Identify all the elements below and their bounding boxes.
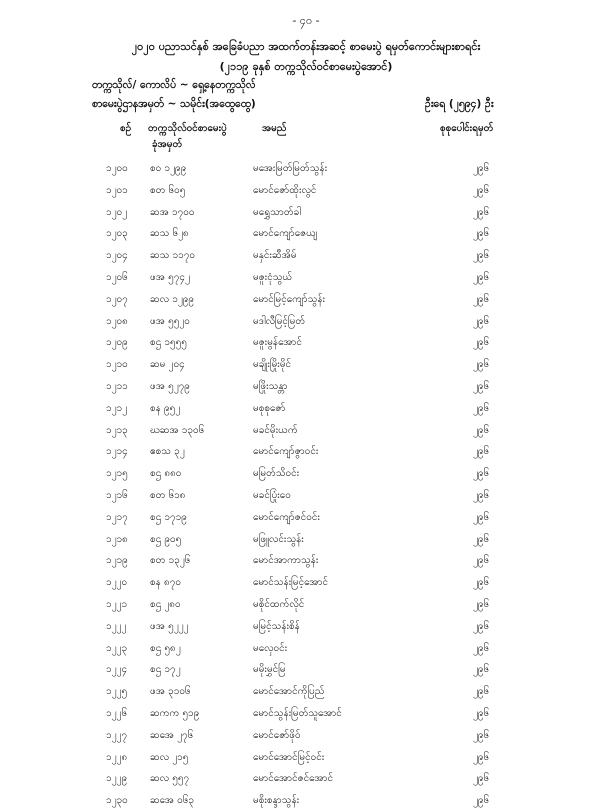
roll-number: ဖအ ၅၂၂၂ (150, 620, 189, 632)
total-score: ၂၉၆ (473, 664, 490, 676)
student-name: မောင်ကျော်ဇင်ဝင်း (253, 511, 320, 523)
student-name: မစိုင်ထက်လိုင် (253, 598, 305, 610)
total-score: ၂၉၆ (473, 773, 490, 785)
table-row (0, 549, 612, 571)
row-number: ၁၂၂၄ (106, 664, 128, 676)
row-number: ၁၂၀၉ (106, 337, 128, 349)
column-header-name: အမည် (262, 123, 287, 134)
student-name: မောင်ကျော်ဇေယျ (253, 228, 318, 240)
row-number: ၁၂၂၁ (106, 598, 128, 610)
row-number: ၁၂၀၄ (106, 250, 128, 262)
row-number: ၁၂၀၆ (106, 271, 128, 283)
student-name: မခင်မိုးယက် (253, 424, 298, 436)
row-number: ၁၂၀၂ (106, 206, 128, 218)
total-score: ၂၉၆ (473, 446, 490, 458)
total-score: ၂၉၆ (473, 424, 490, 436)
column-header-roll: တက္ကသိုလ်ဝင်စာမေးပွဲ (148, 123, 227, 134)
row-number: ၁၂၂၉ (106, 773, 128, 785)
table-row (0, 397, 612, 419)
student-name: မစုစုဇော် (253, 402, 286, 414)
student-name: မချိုးမြိုးမိုင် (253, 359, 292, 371)
roll-number: ဖအ ၃၁၀၆ (150, 686, 191, 698)
roll-number: ဆသ ၆၂၈ (150, 228, 189, 240)
roll-number: စဌ ၉၀၅ (150, 533, 182, 545)
row-number: ၁၂၁၁ (106, 380, 128, 392)
row-number: ၁၂၂၈ (106, 751, 128, 763)
roll-number: စဌ ၁၅၅၅ (150, 337, 187, 349)
student-name: မောင်ကျော်ဇွာဝင်း (253, 446, 319, 458)
total-score: ၂၉၆ (473, 228, 490, 240)
total-score: ၂၉၆ (473, 707, 490, 719)
total-score: ၂၉၆ (473, 468, 490, 480)
table-row (0, 288, 612, 310)
student-name: မဖြူလင်းသွန်း (253, 533, 304, 545)
total-score: ၂၉၆ (473, 555, 490, 567)
total-score: ၂၉၆ (473, 184, 490, 196)
table-row (0, 506, 612, 528)
count-line: ဦးရေ (၂၅၉၄) ဦး (425, 98, 494, 110)
roll-number: စန ၈၇၀ (150, 577, 181, 589)
table-row (0, 310, 612, 332)
student-name: မစိုးစန္ဒာသွန်း (253, 795, 300, 807)
row-number: ၁၂၂၆ (106, 707, 128, 719)
table-row (0, 789, 612, 811)
table-row (0, 746, 612, 768)
student-name: မဇူးငုံသွယ် (253, 271, 293, 283)
table-row (0, 767, 612, 789)
row-number: ၁၂၁၀ (106, 359, 128, 371)
roll-number: စဝ ၁၂၉၉ (150, 163, 187, 174)
table-row (0, 680, 612, 702)
roll-number: စတ ၁၃၂၆ (150, 555, 191, 567)
row-number: ၁၂၀၀ (106, 163, 128, 174)
student-name: မောင်အောင်မြင့်ဝင်း (253, 751, 325, 763)
roll-number: ဆမ ၂၀၄ (150, 359, 185, 371)
total-score: ၂၉၆ (473, 293, 490, 305)
student-name: မဒါလီမြင့်မြတ် (253, 315, 306, 327)
table-row (0, 157, 612, 179)
roll-number: ဖအ ၅၂၇၉ (150, 380, 190, 392)
student-name: မောင်အောင်ကိုပြည် (253, 686, 325, 698)
student-name: မောင်သန်းမြင့်အောင် (253, 577, 328, 589)
roll-number: စတ ၆၁၈ (150, 489, 186, 501)
total-score: ၂၉၆ (473, 206, 490, 218)
table-row (0, 528, 612, 550)
total-score: ၂၉၆ (473, 795, 490, 807)
roll-number: ဆအေ ၂၇၆ (150, 729, 194, 741)
table-row (0, 702, 612, 724)
table-row (0, 222, 612, 244)
table-row (0, 724, 612, 746)
student-name: မောင်ဇော်ဖိုဝ် (253, 729, 301, 741)
total-score: ၂၉၆ (473, 163, 490, 174)
row-number: ၁၂၂၀ (106, 577, 128, 589)
total-score: ၂၉၆ (473, 620, 490, 632)
student-name: မောင်ဇော်ထိုးလွင် (253, 184, 317, 196)
total-score: ၂၉၆ (473, 533, 490, 545)
roll-number: စန ၉၅၂ (150, 402, 181, 414)
student-name: မောင်သွန်းမြတ်သူအောင် (253, 707, 342, 719)
total-score: ၂၉၆ (473, 271, 490, 283)
student-name: မမြင့်သန်းစိန် (253, 620, 300, 632)
roll-number: စဌ ၁၇၁၉ (150, 511, 187, 523)
university-line: တက္ကသိုလ်/ ကောလိပ် ~ ရှေ့နေတက္ကသိုလ် (92, 79, 256, 91)
table-row (0, 201, 612, 223)
table-row (0, 353, 612, 375)
results-table (0, 157, 612, 811)
row-number: ၁၂၁၅ (106, 468, 128, 480)
row-number: ၁၂၀၁ (106, 184, 128, 196)
table-row (0, 593, 612, 615)
table-row (0, 658, 612, 680)
table-row (0, 244, 612, 266)
roll-number: ဆလ ၂၁၅ (150, 751, 189, 763)
row-number: ၁၂၂၇ (106, 729, 128, 741)
roll-number: ဆလ ၁၂၉၉ (150, 293, 195, 305)
row-number: ၁၂၁၆ (106, 489, 128, 501)
table-row (0, 637, 612, 659)
roll-number: ဖအ ၅၅၂၀ (150, 315, 190, 327)
total-score: ၂၉၆ (473, 598, 490, 610)
document-title: ၂၀၂၀ ပညာသင်နှစ် အခြေခံပညာ အထက်တန်းအဆင့် စာမေးပွဲ ရမှတ်ကောင်းများစာရင်း (131, 40, 481, 53)
total-score: ၂၉၆ (473, 380, 490, 392)
student-name: မောင်အောင်ဇင်အောင် (253, 773, 334, 785)
row-number: ၁၂၁၈ (106, 533, 128, 545)
roll-number: ဆသ ၁၁၇၀ (150, 250, 196, 262)
column-header-total: စုစုပေါင်းရမှတ် (440, 123, 494, 134)
student-name: မဖြိုးသန္တာ (253, 380, 288, 392)
student-name: မလှေဝင်း (253, 642, 288, 654)
table-row (0, 179, 612, 201)
table-row (0, 571, 612, 593)
student-name: မဇူးမွန်အောင် (253, 337, 302, 349)
roll-number: ဃဆအ ၁၃၀၆ (150, 424, 205, 436)
student-name: မခင်ပြုံးဝေ (253, 489, 291, 501)
student-name: မမိုးမွှင်မြ (253, 664, 286, 676)
document-subtitle: (၂၁၁၉ ခုနှစ် တက္ကသိုလ်ဝင်စာမေးပွဲအောင်) (219, 60, 393, 73)
roll-number: စတ ၆၀၅ (150, 184, 186, 196)
total-score: ၂၉၆ (473, 642, 490, 654)
row-number: ၁၂၂၅ (106, 686, 128, 698)
row-number: ၁၂၁၄ (106, 446, 128, 458)
row-number: ၁၂၂၂ (106, 620, 127, 632)
student-name: မနှင်းဆီအိမ် (253, 250, 297, 262)
exam-center-line: စာမေးပွဲဌာနအမှတ် ~ သမိုင်း(အထွေထွေ) (92, 98, 256, 110)
roll-number: ဖအ ၅၇၄၂ (150, 271, 190, 283)
total-score: ၂၉၆ (473, 729, 490, 741)
row-number: ၁၂၀၃ (106, 228, 128, 240)
table-row (0, 266, 612, 288)
roll-number: ဆအေ ၀၆၃ (150, 795, 194, 807)
roll-number: ဆအ ၁၇၀၀ (150, 206, 195, 218)
row-number: ၁၂၀၇ (106, 293, 128, 305)
page-number: - ၄၀ - (292, 14, 320, 27)
roll-number: ဧစသ ၃၂ (150, 446, 185, 458)
table-row (0, 419, 612, 441)
roll-number: စဌ ၅၈၂ (150, 642, 181, 654)
table-row (0, 440, 612, 462)
student-name: မောင်မြင့်ကျော်သွန်း (253, 293, 326, 305)
student-name: မောင်အာကာသွန်း (253, 555, 319, 567)
row-number: ၁၂၃၀ (106, 795, 128, 807)
row-number: ၁၂၀၈ (106, 315, 128, 327)
total-score: ၂၉၆ (473, 489, 490, 501)
column-header-roll-sub: ခုံအမှတ် (152, 139, 183, 150)
total-score: ၂၉၆ (473, 337, 490, 349)
roll-number: စဌ ၂၈၀ (150, 598, 181, 610)
student-name: မရွှေသာတ်ခါ (253, 206, 301, 218)
table-row (0, 375, 612, 397)
total-score: ၂၉၆ (473, 686, 490, 698)
total-score: ၂၉၆ (473, 577, 490, 589)
row-number: ၁၂၁၃ (106, 424, 128, 436)
total-score: ၂၉၆ (473, 511, 490, 523)
column-header-no: စဉ် (120, 123, 132, 134)
roll-number: စဌ ၁၇၂ (150, 664, 181, 676)
row-number: ၁၂၁၂ (106, 402, 128, 414)
table-row (0, 462, 612, 484)
roll-number: ဆလ ၅၅၇ (150, 773, 190, 785)
row-number: ၁၂၁၇ (106, 511, 128, 523)
total-score: ၂၉၆ (473, 402, 490, 414)
row-number: ၁၂၂၃ (106, 642, 128, 654)
table-row (0, 484, 612, 506)
roll-number: စဌ ၈၈၀ (150, 468, 182, 480)
total-score: ၂၉၆ (473, 315, 490, 327)
row-number: ၁၂၁၉ (106, 555, 128, 567)
total-score: ၂၉၆ (473, 250, 490, 262)
student-name: မအေးမြတ်မြတ်သွန်း (253, 163, 328, 174)
student-name: မမြတ်သိဝင်း (253, 468, 300, 480)
total-score: ၂၉၆ (473, 751, 490, 763)
table-row (0, 615, 612, 637)
table-row (0, 331, 612, 353)
roll-number: ဆကက ၅၁၉ (150, 707, 200, 719)
total-score: ၂၉၆ (473, 359, 490, 371)
